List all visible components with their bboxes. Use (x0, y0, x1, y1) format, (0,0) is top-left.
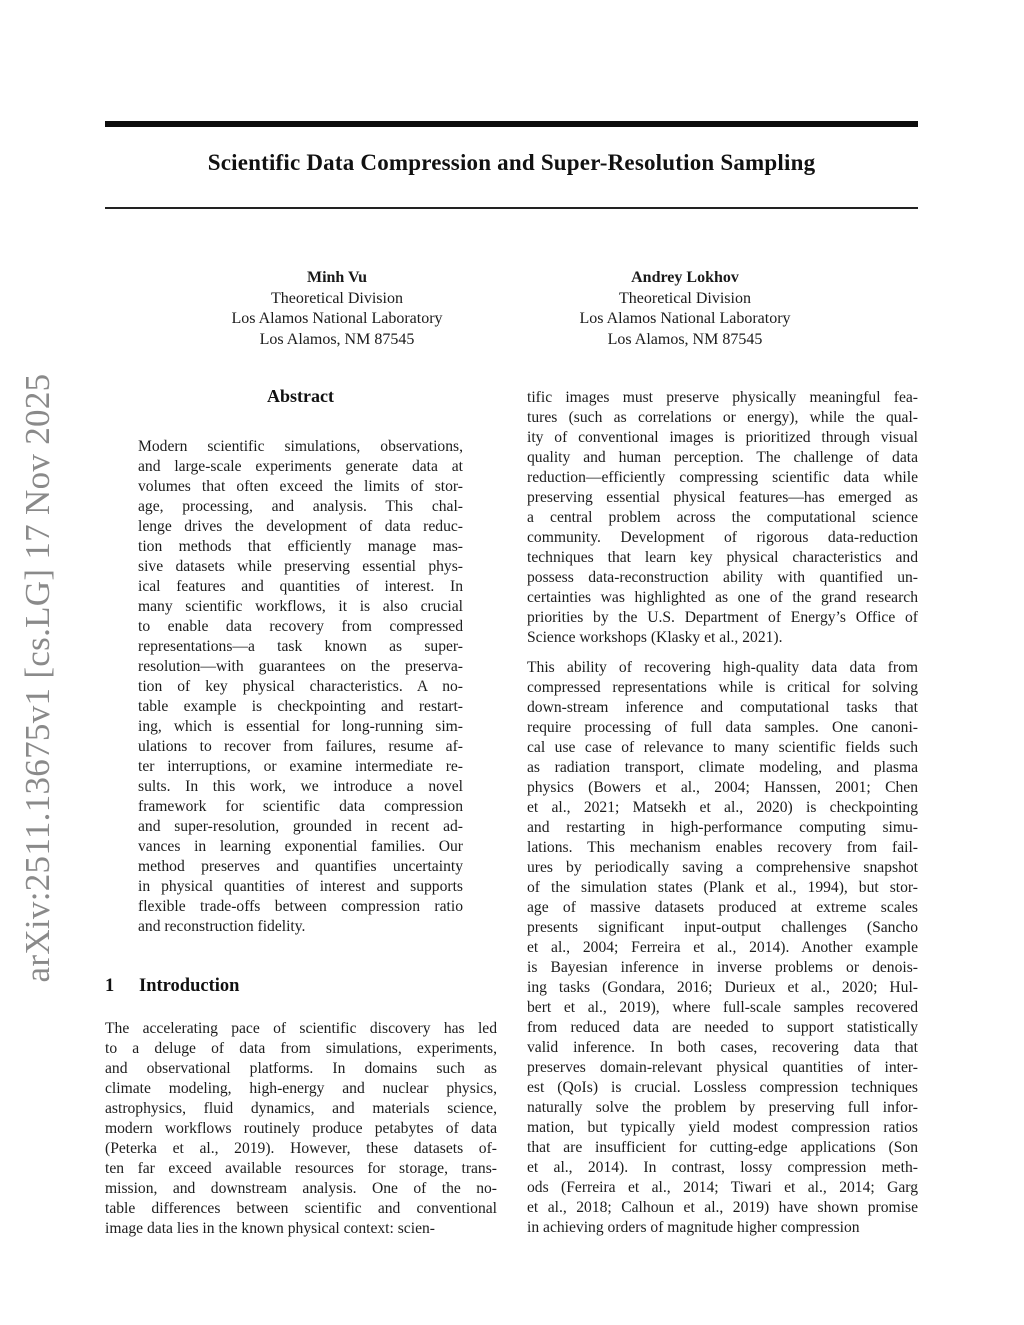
text-line: resolution—with guarantees on the preserva- (138, 658, 463, 675)
text-line: and large-scale experiments generate data at (138, 458, 463, 475)
text-line: ing tasks (Gondara, 2016; Durieux et al., 2020; Hul- (527, 979, 918, 996)
text-line: table example is checkpointing and restart- (138, 698, 463, 715)
text-line: quality and human perception. The challenge of data (527, 449, 918, 466)
text-line: ing, which is essential for long-running sim- (138, 718, 463, 735)
text-line: age, processing, and analysis. This chal- (138, 498, 463, 515)
text-line: table differences between scientific and conventional (105, 1200, 497, 1217)
text-line: reduction—efficiently compressing scientific data while (527, 469, 918, 486)
text-line: as radiation transport, climate modeling, and plasma (527, 759, 918, 776)
text-line: require processing of full data samples. One canoni- (527, 719, 918, 736)
text-line: representations—a task known as super- (138, 638, 463, 655)
text-line: age of massive datasets produced at extreme scales (527, 899, 918, 916)
section-title: Introduction (139, 976, 240, 996)
introduction-paragraph-1 (105, 1019, 497, 1239)
text-line: method preserves and quantifies uncertainty (138, 858, 463, 875)
text-line: climate modeling, high-energy and nuclear physics, (105, 1080, 497, 1097)
text-line: techniques that learn key physical characteristics and (527, 549, 918, 566)
text-line: Modern scientific simulations, observations, (138, 438, 463, 455)
text-line: mation, but typically yield modest compression ratios (527, 1119, 918, 1136)
paper-title: Scientific Data Compression and Super-Resolution Sampling (207, 150, 816, 175)
text-line: preserving essential physical features—has emerged as (527, 489, 918, 506)
text-line: possess data-reconstruction ability with quantified un- (527, 569, 918, 586)
text-line: tion methods that efficiently manage mas- (138, 538, 463, 555)
text-line: et al., 2021; Matsekh et al., 2020) is checkpointing (527, 799, 918, 816)
text-line: down-stream inference and computational tasks that (527, 699, 918, 716)
text-line: valid inference. In both cases, recovering data that (527, 1039, 918, 1056)
text-line: sive datasets while preserving essential phys- (138, 558, 463, 575)
text-line: to enable data recovery from compressed (138, 618, 463, 635)
text-line: and reconstruction fidelity. (138, 918, 306, 935)
text-line: lations. This mechanism enables recovery from fail- (527, 839, 918, 856)
author-block (525, 268, 845, 350)
text-line: volumes that often exceed the limits of stor- (138, 478, 463, 495)
text-line: et al., 2018; Calhoun et al., 2019) have shown promise (527, 1199, 918, 1216)
text-line: The accelerating pace of scientific discovery has led (105, 1020, 497, 1037)
author-division: Theoretical Division (619, 289, 751, 307)
abstract-heading: Abstract (267, 386, 334, 406)
text-line: ods (Ferreira et al., 2014; Tiwari et al., 2014; Garg (527, 1179, 918, 1196)
text-line: tion of key physical characteristics. A no- (138, 678, 463, 695)
text-line: from reduced data are needed to support statistically (527, 1019, 918, 1036)
text-line: sults. In this work, we introduce a novel (138, 778, 463, 795)
text-line: (Peterka et al., 2019). However, these datasets of- (105, 1140, 497, 1157)
text-line: astrophysics, fluid dynamics, and materials science, (105, 1100, 497, 1117)
text-line: et al., 2004; Ferreira et al., 2014). Another example (527, 939, 918, 956)
text-line: ulations to recover from failures, resume af- (138, 738, 463, 755)
text-line: image data lies in the known physical context: scien- (105, 1220, 435, 1237)
introduction-paragraph-2 (527, 658, 918, 1238)
text-line: flexible trade-offs between compression ratio (138, 898, 463, 915)
text-line: This ability of recovering high-quality data data from (527, 659, 918, 676)
text-line: and super-resolution, grounded in recent ad- (138, 818, 463, 835)
abstract-text (138, 437, 463, 937)
text-line: is Bayesian inference in inverse problems or denois- (527, 959, 918, 976)
author-address: Los Alamos, NM 87545 (259, 330, 415, 348)
text-line: in physical quantities of interest and supports (138, 878, 463, 895)
text-line: in achieving orders of magnitude higher compression (527, 1219, 860, 1236)
text-line: bert et al., 2019), where full-scale samples recovered (527, 999, 918, 1016)
text-line: ter interruptions, or examine intermediate re- (138, 758, 463, 775)
text-line: physics (Bowers et al., 2004; Hanssen, 2001; Chen (527, 779, 918, 796)
text-line: cal use case of relevance to many scientific fields such (527, 739, 918, 756)
text-line: tific images must preserve physically meaningful fea- (527, 389, 918, 406)
text-line: ten far exceed available resources for storage, trans- (105, 1160, 497, 1177)
author-block (177, 268, 497, 350)
author-name: Minh Vu (306, 269, 368, 286)
text-line: ical features and quantities of interest. In (138, 578, 463, 595)
text-line: and observational platforms. In domains such as (105, 1060, 497, 1077)
title-top-rule (105, 121, 918, 127)
text-line: priorities by the U.S. Department of Energy’s Office of (527, 609, 918, 626)
text-line: that are insufficient for cutting-edge applications (Son (527, 1139, 918, 1156)
introduction-paragraph-1-continued (527, 388, 918, 648)
text-line: tures (such as correlations or energy), while the qual- (527, 409, 918, 426)
text-line: community. Development of rigorous data-reduction (527, 529, 918, 546)
text-line: presents significant input-output challenges (Sancho (527, 919, 918, 936)
text-line: et al., 2014). In contrast, lossy compression meth- (527, 1159, 918, 1176)
text-line: preserves domain-relevant physical quantities of inter- (527, 1059, 918, 1076)
text-line: and restarting in high-performance computing simu- (527, 819, 918, 836)
text-line: a central problem across the computational science (527, 509, 918, 526)
author-address: Los Alamos, NM 87545 (607, 330, 763, 348)
text-line: lenge drives the development of data reduc- (138, 518, 463, 535)
text-line: many scientific workflows, it is also crucial (138, 598, 463, 615)
title-bottom-rule (105, 207, 918, 209)
text-line: naturally solve the problem by preserving full infor- (527, 1099, 918, 1116)
arxiv-identifier-stamp: arXiv:2511.13675v1 [cs.LG] 17 Nov 2025 (18, 373, 57, 983)
text-line: of the simulation states (Plank et al., 1994), but stor- (527, 879, 918, 896)
text-line: ures by periodically saving a comprehensive snapshot (527, 859, 918, 876)
section-heading-introduction (105, 976, 239, 997)
text-line: compressed representations while is critical for solving (527, 679, 918, 696)
text-line: framework for scientific data compression (138, 798, 463, 815)
text-line: certainties was highlighted as one of the grand research (527, 589, 918, 606)
author-division: Theoretical Division (271, 289, 403, 307)
text-line: mission, and downstream analysis. One of the no- (105, 1180, 497, 1197)
text-line: to a deluge of data from simulations, experiments, (105, 1040, 497, 1057)
author-institution: Los Alamos National Laboratory (231, 310, 443, 327)
text-line: est (QoIs) is crucial. Lossless compression techniques (527, 1079, 918, 1096)
text-line: vances in learning exponential families. Our (138, 838, 463, 855)
author-institution: Los Alamos National Laboratory (579, 310, 791, 327)
text-line: Science workshops (Klasky et al., 2021). (527, 629, 783, 646)
author-name: Andrey Lokhov (631, 269, 739, 286)
text-line: ity of conventional images is prioritized through visual (527, 429, 918, 446)
text-line: modern workflows routinely produce petabytes of data (105, 1120, 497, 1137)
section-number: 1 (105, 976, 115, 996)
